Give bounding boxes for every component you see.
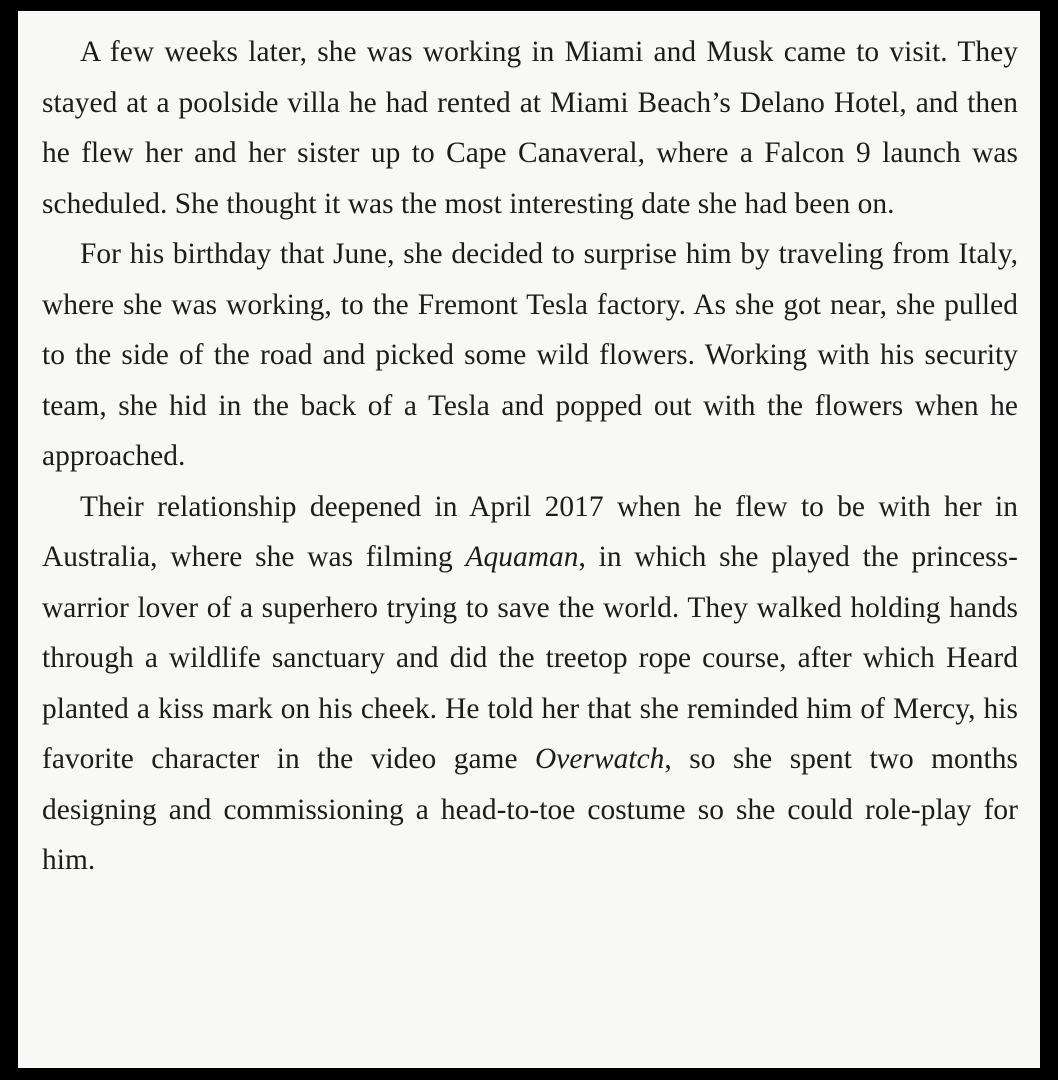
paragraph-3: [42, 482, 1018, 886]
paragraph-3-text-b: , in which she played the princess-warrior lover of a superhero trying to save the world. They walked holding hands through a wildlife sanctuary and did the treetop rope course, after which Heard planted a kiss mark on his cheek. He told her that she reminded him of Mercy, his favorite character in the video game: [42, 541, 1018, 775]
book-page: [18, 11, 1040, 1068]
paragraph-1-text: A few weeks later, she was working in Miami and Musk came to visit. They stayed at a poolside villa he had rented at Miami Beach’s Delano Hotel, and then he flew her and her sister up to Cape Canaveral, where a Falcon 9 launch was scheduled. She thought it was the most interesting date she had been on.: [42, 36, 1018, 220]
paragraph-2-text: For his birthday that June, she decided to surprise him by traveling from Italy, where she was working, to the Fremont Tesla factory. As she got near, she pulled to the side of the road and picked some wild flowers. Working with his security team, she hid in the back of a Tesla and popped out with the flowers when he approached.: [42, 238, 1018, 472]
paragraph-2: [42, 229, 1018, 482]
title-overwatch: Overwatch: [535, 743, 665, 775]
title-aquaman: Aquaman: [465, 541, 579, 573]
text-body: [42, 27, 1018, 886]
paragraph-3-text-a: Their relationship deepened in April 2017 when he flew to be with her in Australia, where she was filming: [42, 490, 1018, 573]
paragraph-3-text-c: , so she spent two months designing and commissioning a head-to-toe costume so she could role-play for him.: [42, 743, 1018, 876]
paragraph-1: [42, 27, 1018, 229]
